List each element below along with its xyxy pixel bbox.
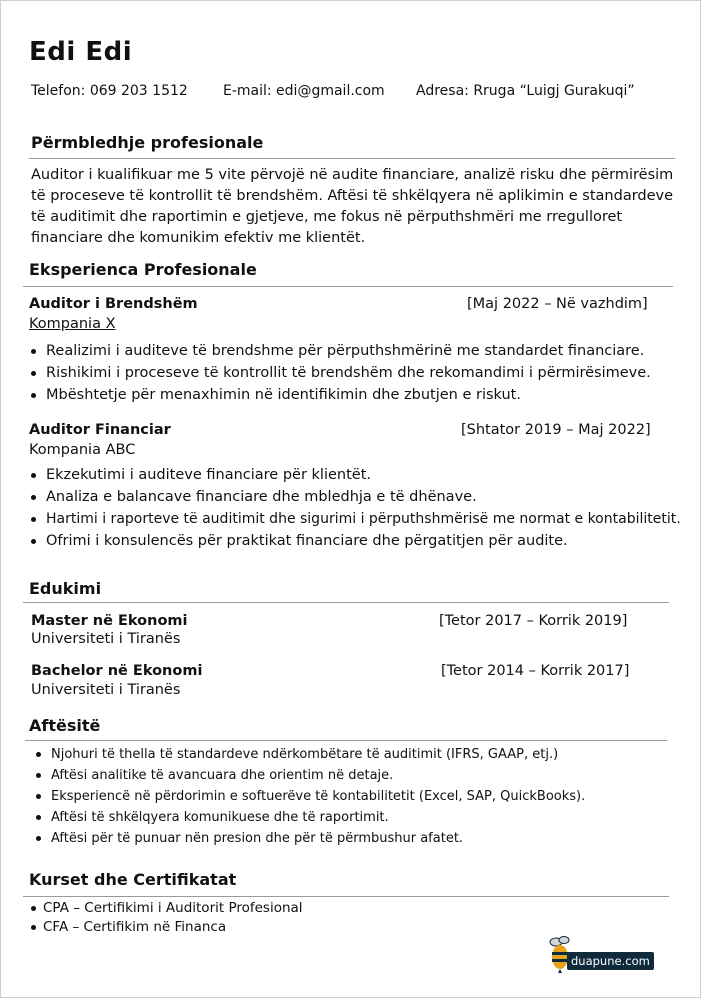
list-item: CFA – Certifikim në Financa [29,918,303,937]
list-item: Ekzekutimi i auditeve financiare për klientët. [28,464,681,486]
summary-divider [29,158,675,159]
resume-name: Edi Edi [29,37,133,67]
skills-heading: Aftësitë [29,716,101,735]
list-item: Aftësi të shkëlqyera komunikuese dhe të raportimit. [33,807,585,828]
list-item: Eksperiencë në përdorimin e softuerëve të kontabilitetit (Excel, SAP, QuickBooks). [33,786,585,807]
list-item: CPA – Certifikimi i Auditorit Profesional [29,899,303,918]
job-dates: [Shtator 2019 – Maj 2022] [461,422,651,438]
job-title: Auditor i Brendshëm [29,296,198,312]
list-item: Hartimi i raporteve të auditimit dhe sigurimi i përputhshmërisë me normat e kontabilitetit. [28,508,681,530]
job-company: Kompania ABC [29,442,136,458]
skills-list [33,744,585,849]
experience-heading: Eksperienca Profesionale [29,260,257,279]
courses-list [29,899,303,937]
degree-school: Universiteti i Tiranës [31,682,181,698]
degree-dates: [Tetor 2017 – Korrik 2019] [439,613,628,629]
duapune-watermark [549,933,659,975]
courses-heading: Kurset dhe Certifikatat [29,870,237,889]
list-item: Rishikimi i proceseve të kontrollit të brendshëm dhe rekomandimi i përmirësimeve. [28,362,651,384]
summary-text: Auditor i kualifikuar me 5 vite përvojë në audite financiare, analizë risku dhe përmirësim të proceseve të kontrollit të brendshëm. Aftësi të shkëlqyera në aplikimin e standardeve të auditimit dhe raportimin e gjetjeve, me fokus në përputhshmëri me rregulloret financiare dhe komunikim efektiv me klientët. [31,167,674,246]
job-duties-list [28,340,651,406]
list-item: Njohuri të thella të standardeve ndërkombëtare të auditimit (IFRS, GAAP, etj.) [33,744,585,765]
contact-email: E-mail: edi@gmail.com [223,83,385,99]
list-item: Aftësi për të punuar nën presion dhe për të përmbushur afatet. [33,828,585,849]
list-item: Analiza e balancave financiare dhe mbledhja e të dhënave. [28,486,681,508]
list-item: Mbështetje për menaxhimin në identifikimin dhe zbutjen e riskut. [28,384,651,406]
education-heading: Edukimi [29,579,102,598]
summary-heading: Përmbledhje profesionale [31,133,264,152]
list-item: Ofrimi i konsulencës për praktikat financiare dhe përgatitjen për audite. [28,530,681,552]
watermark-text: duapune.com [567,952,654,970]
courses-divider [23,896,669,897]
degree-title: Bachelor në Ekonomi [31,663,203,679]
job-title: Auditor Financiar [29,422,171,438]
contact-phone: Telefon: 069 203 1512 [31,83,188,99]
degree-title: Master në Ekonomi [31,613,188,629]
contact-address: Adresa: Rruga “Luigj Gurakuqi” [416,83,635,99]
job-company: Kompania X [29,316,116,332]
degree-school: Universiteti i Tiranës [31,631,181,647]
degree-dates: [Tetor 2014 – Korrik 2017] [441,663,630,679]
job-duties-list [28,464,681,552]
education-divider [23,602,669,603]
skills-divider [25,740,667,741]
experience-divider [23,286,673,287]
job-dates: [Maj 2022 – Në vazhdim] [467,296,648,312]
list-item: Realizimi i auditeve të brendshme për përputhshmërinë me standardet financiare. [28,340,651,362]
list-item: Aftësi analitike të avancuara dhe orientim në detaje. [33,765,585,786]
